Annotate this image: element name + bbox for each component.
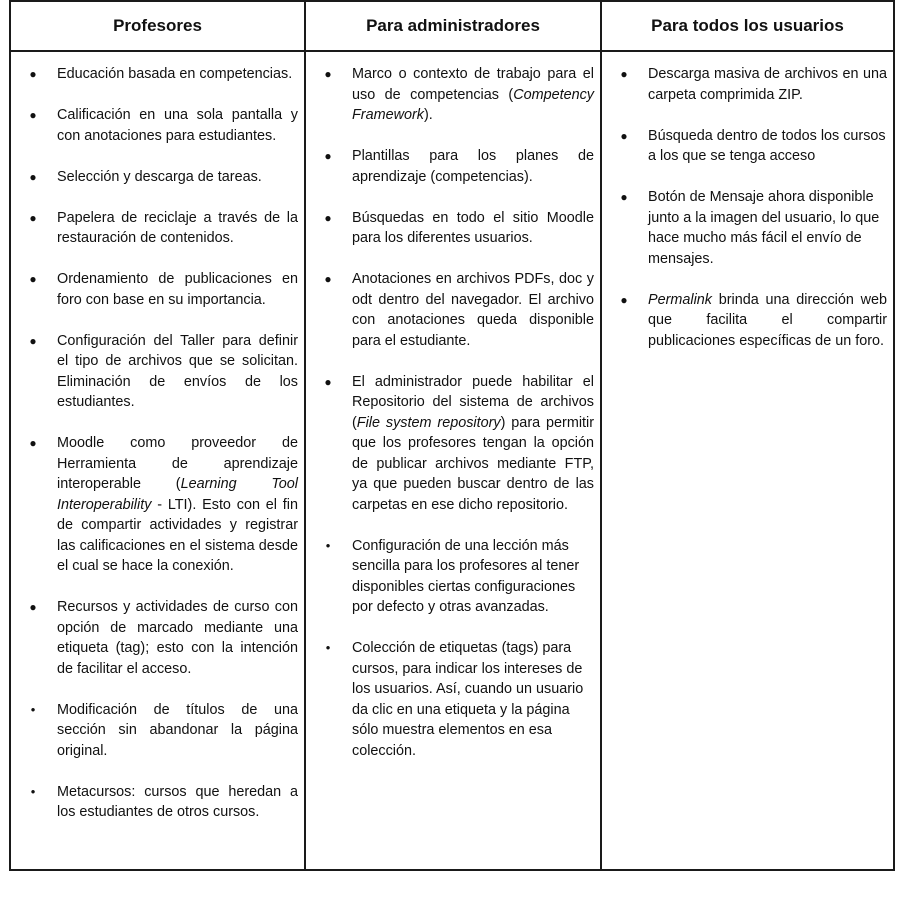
italic-text: Permalink [648, 291, 712, 308]
list-item [611, 187, 887, 269]
bullet-icon [318, 146, 338, 167]
item-text: Recursos y actividades de curso con opción de marcado mediante una etiqueta (tag); esto con la intención de facilitar el acceso. [57, 599, 298, 677]
italic-text: Learning Tool Interoperability [57, 476, 299, 513]
item-text: Descarga masiva de archivos en una carpeta comprimida ZIP. [648, 66, 887, 103]
list-item [611, 126, 887, 167]
bullet-icon [23, 208, 43, 229]
bullet-icon [23, 269, 43, 290]
list-item [611, 64, 887, 105]
bullet-icon [614, 290, 634, 311]
item-text: Selección y descarga de tareas. [57, 168, 262, 185]
bullet-icon [23, 782, 43, 803]
italic-text: Competency Framework [352, 86, 594, 123]
header-row [10, 1, 894, 51]
column-administradores [305, 51, 601, 870]
list-item [315, 372, 594, 516]
list-profesores [20, 64, 298, 823]
list-item [20, 167, 298, 188]
item-text: Moodle como proveedor de Herramienta de aprendizaje interoperable ( [57, 435, 298, 492]
list-item [20, 700, 298, 762]
list-item [20, 105, 298, 146]
bullet-icon [318, 269, 338, 290]
header-todos-usuarios: Para todos los usuarios [601, 1, 894, 51]
item-text: Plantillas para los planes de aprendizaje (competencias). [352, 148, 594, 185]
list-item [20, 433, 298, 577]
item-text: Marco o contexto de trabajo para el uso de competencias ( [352, 66, 594, 103]
bullet-icon [23, 700, 43, 721]
item-text: brinda una dirección web que facilita el compartir publicaciones específicas de un foro. [648, 291, 887, 349]
bullet-icon [614, 126, 634, 147]
item-text: Configuración de una lección más sencilla para los profesores al tener disponibles ciertas configuraciones por defecto y otras avanzadas. [352, 537, 580, 615]
bullet-icon [23, 64, 43, 85]
bullet-icon [23, 597, 43, 618]
bullet-icon [318, 536, 338, 557]
list-item [20, 597, 298, 679]
content-row [10, 51, 894, 870]
bullet-icon [614, 187, 634, 208]
item-text: Educación basada en competencias. [57, 66, 293, 82]
bullet-icon [318, 208, 338, 229]
bullet-icon [23, 331, 43, 352]
list-administradores [315, 64, 594, 761]
list-item [20, 331, 298, 413]
item-text: El administrador puede habilitar el Repositorio del sistema de archivos ( [352, 373, 594, 431]
item-text: - LTI). Esto con el fin de compartir actividades y registrar las calificaciones en el sistema desde el cual se hace la conexión. [57, 496, 298, 574]
bullet-icon [318, 638, 338, 659]
bullet-icon [23, 167, 43, 188]
list-item [315, 269, 594, 351]
item-text: Búsqueda dentro de todos los cursos a los que se tenga acceso [648, 127, 886, 164]
item-text: Metacursos: cursos que heredan a los estudiantes de otros cursos. [57, 783, 298, 820]
header-administradores: Para administradores [305, 1, 601, 51]
item-text: Configuración del Taller para definir el tipo de archivos que se solicitan. Eliminación de envíos de los estudiantes. [57, 332, 298, 410]
list-item [315, 64, 594, 126]
list-item [315, 146, 594, 187]
bullet-icon [23, 105, 43, 126]
item-text: Búsquedas en todo el sitio Moodle para los diferentes usuarios. [352, 209, 594, 246]
item-text: ). [423, 107, 433, 123]
list-item [611, 290, 887, 352]
features-table [9, 0, 895, 871]
column-todos-usuarios [601, 51, 894, 870]
list-item [315, 536, 594, 618]
list-item [315, 638, 594, 761]
item-text: ) para permitir que los profesores tengan la opción de publicar archivos mediante FTP, ya que pueden buscar dentro de las carpetas en ese dicho repositorio. [352, 414, 594, 513]
list-todos-usuarios [611, 64, 887, 351]
italic-text: File system repository [356, 414, 501, 431]
bullet-icon [318, 372, 338, 393]
item-text: Botón de Mensaje ahora disponible junto a la imagen del usuario, lo que hace mucho más fácil el envío de mensajes. [648, 189, 880, 267]
item-text: Anotaciones en archivos PDFs, doc y odt dentro del navegador. El archivo con anotaciones queda disponible para el estudiante. [352, 271, 594, 349]
bullet-icon [614, 64, 634, 85]
list-item [20, 208, 298, 249]
bullet-icon [318, 64, 338, 85]
item-text: Colección de etiquetas (tags) para cursos, para indicar los intereses de los usuarios. Así, cuando un usuario da clic en una etiqueta y la página sólo muestra elementos en esa colección. [352, 640, 584, 759]
list-item [20, 64, 298, 85]
header-profesores: Profesores [10, 1, 305, 51]
item-text: Modificación de títulos de una sección sin abandonar la página original. [57, 701, 298, 759]
item-text: Ordenamiento de publicaciones en foro con base en su importancia. [57, 271, 298, 308]
list-item [20, 269, 298, 310]
list-item [20, 782, 298, 823]
list-item [315, 208, 594, 249]
item-text: Papelera de reciclaje a través de la restauración de contenidos. [57, 209, 298, 246]
column-profesores [10, 51, 305, 870]
bullet-icon [23, 433, 43, 454]
item-text: Calificación en una sola pantalla y con anotaciones para estudiantes. [57, 107, 298, 144]
